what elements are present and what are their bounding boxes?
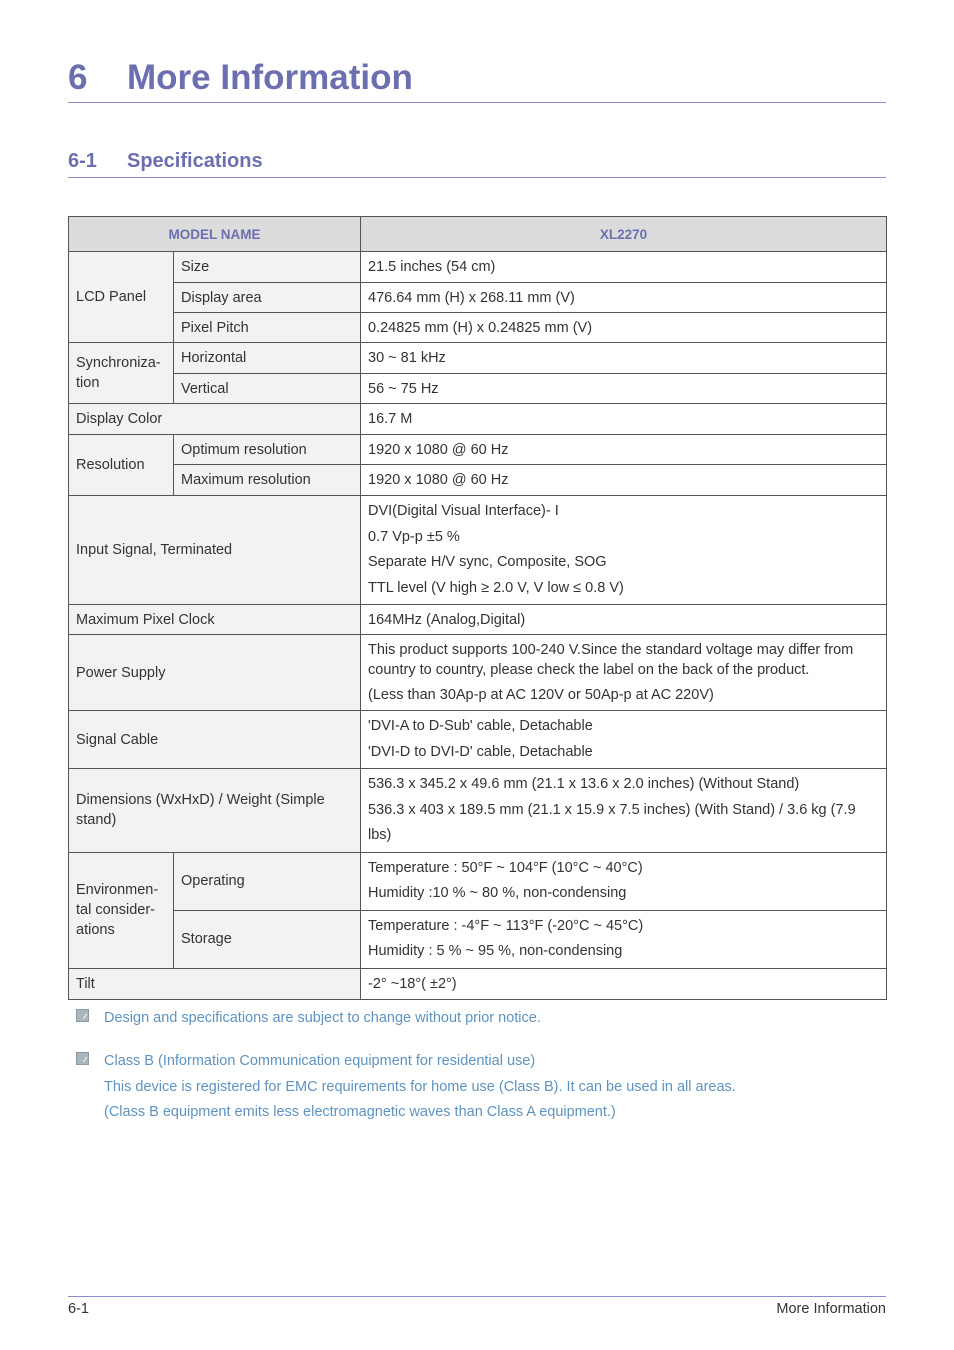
signal-cable-value [361, 711, 887, 769]
operating-line: Humidity :10 % ~ 80 %, non-condensing [368, 885, 627, 901]
power-supply-line: country to country, please check the label on the back of the product. [368, 662, 810, 678]
page-footer [68, 1296, 886, 1321]
power-supply-label: Power Supply [69, 635, 361, 711]
vertical-value: 56 ~ 75 Hz [361, 374, 887, 404]
signal-cable-line: 'DVI-A to D-Sub' cable, Detachable [368, 718, 593, 734]
section-number: 6-1 [68, 150, 97, 172]
note-icon [76, 1052, 89, 1065]
model-name-header: MODEL NAME [69, 217, 361, 252]
tilt-label: Tilt [69, 968, 361, 999]
storage-line: Temperature : -4°F ~ 113°F (-20°C ~ 45°C) [368, 917, 644, 934]
operating-line: Temperature : 50°F ~ 104°F (10°C ~ 40°C) [368, 859, 643, 876]
pixel-pitch-label: Pixel Pitch [174, 313, 361, 343]
storage-line: Humidity : 5 % ~ 95 %, non-condensing [368, 943, 623, 959]
note-text: This device is registered for EMC requirements for home use (Class B). It can be used in all areas. [104, 1078, 736, 1095]
footer-title: More Information [776, 1301, 886, 1317]
power-supply-line: (Less than 30Ap-p at AC 120V or 50Ap-p at AC 220V) [368, 687, 714, 703]
display-color-value: 16.7 M [361, 404, 887, 435]
specifications-table [68, 216, 887, 1000]
power-supply-value [361, 635, 887, 711]
table-row [69, 496, 887, 605]
display-area-label: Display area [174, 283, 361, 313]
environmental-label: Environmen-tal consider-ations [69, 852, 174, 968]
table-header-row [69, 217, 887, 252]
horizontal-label: Horizontal [174, 343, 361, 374]
lcd-panel-label: LCD Panel [69, 252, 174, 343]
chapter-number: 6 [68, 58, 88, 97]
table-row [69, 404, 887, 435]
maximum-resolution-value: 1920 x 1080 @ 60 Hz [361, 465, 887, 496]
model-value-header: XL2270 [361, 217, 887, 252]
table-row [69, 465, 887, 496]
note-icon [76, 1009, 89, 1022]
table-row [69, 283, 887, 313]
power-supply-line: This product supports 100-240 V.Since the standard voltage may differ from [368, 642, 854, 658]
resolution-label: Resolution [69, 435, 174, 496]
table-row [69, 711, 887, 769]
size-label: Size [174, 252, 361, 283]
max-pixel-clock-value: 164MHz (Analog,Digital) [361, 605, 887, 635]
input-signal-line: TTL level (V high ≥ 2.0 V, V low ≤ 0.8 V) [368, 579, 624, 596]
storage-label: Storage [174, 910, 361, 968]
signal-cable-label: Signal Cable [69, 711, 361, 769]
tilt-value: -2° ~18°( ±2°) [361, 968, 887, 999]
operating-value [361, 852, 887, 910]
table-row [69, 852, 887, 910]
chapter-title: More Information [127, 58, 413, 97]
operating-label: Operating [174, 852, 361, 910]
table-row [69, 635, 887, 711]
optimum-resolution-value: 1920 x 1080 @ 60 Hz [361, 435, 887, 465]
table-row [69, 435, 887, 465]
section-heading [68, 149, 886, 178]
page-number: 6-1 [68, 1301, 89, 1317]
dimensions-label: Dimensions (WxHxD) / Weight (Simple stand) [69, 769, 361, 853]
table-row [69, 769, 887, 853]
table-row [69, 605, 887, 635]
table-row [69, 968, 887, 999]
note-text: (Class B equipment emits less electromagnetic waves than Class A equipment.) [104, 1104, 616, 1120]
size-value: 21.5 inches (54 cm) [361, 252, 887, 283]
table-row [69, 374, 887, 404]
table-row [69, 910, 887, 968]
input-signal-line: DVI(Digital Visual Interface)- I [368, 503, 559, 519]
input-signal-value [361, 496, 887, 605]
note-text: Class B (Information Communication equipment for residential use) [104, 1053, 536, 1069]
pixel-pitch-value: 0.24825 mm (H) x 0.24825 mm (V) [361, 313, 887, 343]
dimensions-line: 536.3 x 345.2 x 49.6 mm (21.1 x 13.6 x 2.0 inches) (Without Stand) [368, 776, 800, 792]
dimensions-line: 536.3 x 403 x 189.5 mm (21.1 x 15.9 x 7.5 inches) (With Stand) / 3.6 kg (7.9 lbs) [368, 801, 856, 843]
table-row [69, 252, 887, 283]
dimensions-value [361, 769, 887, 853]
display-color-label: Display Color [69, 404, 361, 435]
optimum-resolution-label: Optimum resolution [174, 435, 361, 465]
input-signal-line: Separate H/V sync, Composite, SOG [368, 554, 607, 570]
section-title: Specifications [127, 150, 263, 172]
note-text: Design and specifications are subject to change without prior notice. [104, 1010, 541, 1026]
horizontal-value: 30 ~ 81 kHz [361, 343, 887, 374]
input-signal-label: Input Signal, Terminated [69, 496, 361, 605]
table-row [69, 313, 887, 343]
signal-cable-line: 'DVI-D to DVI-D' cable, Detachable [368, 743, 593, 760]
synchronization-label: Synchroniza-tion [69, 343, 174, 404]
max-pixel-clock-label: Maximum Pixel Clock [69, 605, 361, 635]
maximum-resolution-label: Maximum resolution [174, 465, 361, 496]
display-area-value: 476.64 mm (H) x 268.11 mm (V) [361, 283, 887, 313]
input-signal-line: 0.7 Vp-p ±5 % [368, 528, 460, 545]
table-row [69, 343, 887, 374]
storage-value [361, 910, 887, 968]
chapter-heading [68, 56, 886, 103]
vertical-label: Vertical [174, 374, 361, 404]
